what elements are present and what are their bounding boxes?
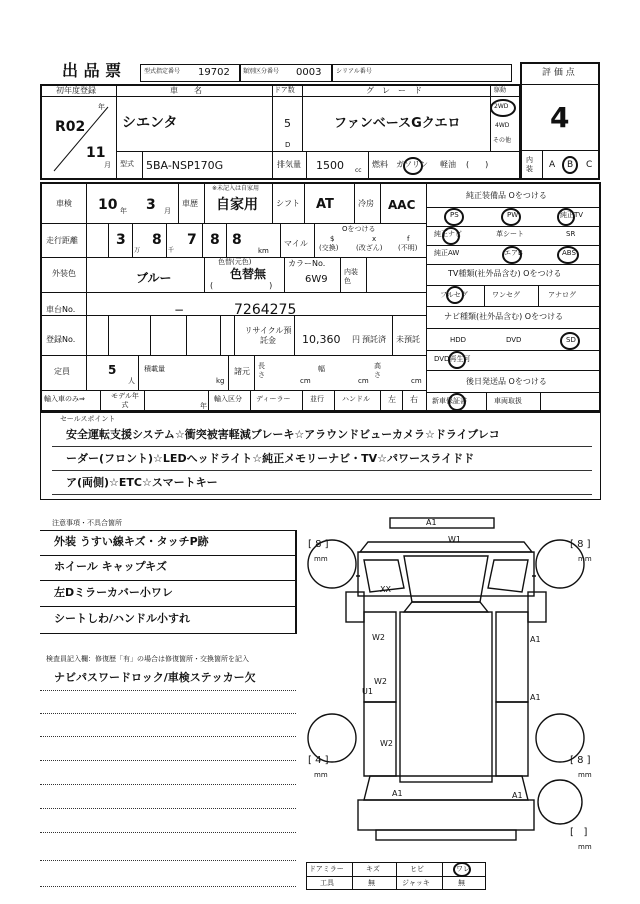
model-year-label: モデル年式 bbox=[111, 392, 139, 409]
tread-spare-unit: mm bbox=[578, 843, 592, 851]
tread-rear-right: [ 8 ] bbox=[570, 755, 591, 766]
fuel-label: 燃料 bbox=[372, 160, 388, 169]
mileage-unit: km bbox=[258, 247, 269, 255]
equip-airbag: エアB bbox=[504, 249, 523, 257]
later-manual: 車両取扱 bbox=[494, 397, 522, 405]
handle-left: 左 bbox=[388, 395, 396, 404]
displacement-unit: cc bbox=[355, 167, 362, 174]
tread-front-right-unit: mm bbox=[578, 555, 592, 563]
equip-tv: 純正TV bbox=[560, 211, 584, 219]
load-label: 積載量 bbox=[144, 365, 165, 373]
equip-pw-circle bbox=[501, 208, 521, 226]
sales-points-line-3: ア(両側)☆ETC☆スマートキー bbox=[66, 476, 218, 489]
chassis-label: 車台No. bbox=[46, 305, 76, 314]
length-unit: cm bbox=[300, 377, 311, 385]
tv-analog: アナログ bbox=[548, 291, 576, 299]
grade-value: ファンベースGクエロ bbox=[334, 116, 461, 131]
mark-left-rear-window: W2 bbox=[374, 677, 387, 686]
dvd-play-circle bbox=[448, 351, 466, 369]
mark-front-bumper: A1 bbox=[426, 518, 437, 527]
interior-color-label: 内装色 bbox=[344, 268, 358, 285]
navi-dvd: DVD bbox=[506, 336, 522, 344]
mark-exchange-symbol: $ bbox=[330, 235, 335, 243]
drive-2wd: 2WD bbox=[494, 103, 509, 110]
equip-ps: PS bbox=[450, 211, 459, 219]
first-reg-month: 11 bbox=[86, 145, 106, 161]
equip-ps-circle bbox=[444, 208, 464, 226]
tread-front-left: [ 8 ] bbox=[308, 539, 329, 550]
mark-right-rear: A1 bbox=[530, 693, 541, 702]
width-label: 幅 bbox=[318, 365, 325, 373]
height-label: 高さ bbox=[374, 362, 381, 379]
tv-type-title: TV種類(社外品含む) Oをつける bbox=[448, 269, 562, 278]
drive-2wd-circle bbox=[490, 99, 516, 117]
repaint-label: 色替(元色) bbox=[218, 258, 252, 266]
car-damage-diagram bbox=[300, 512, 600, 862]
doors-value: 5 bbox=[284, 117, 291, 130]
car-name-label: 車 名 bbox=[170, 86, 202, 95]
mileage-digit-5: 8 bbox=[232, 232, 242, 248]
load-unit: kg bbox=[216, 377, 225, 385]
equip-navi: 純正ナビ bbox=[434, 230, 462, 238]
notes-label: 注意事項・不具合箇所 bbox=[52, 519, 122, 527]
drive-other: その他 bbox=[493, 137, 512, 144]
grade-label: グ レ ー ド bbox=[366, 86, 422, 95]
footer-scratch: キズ bbox=[366, 865, 380, 873]
later-warranty: 新車保証書 bbox=[432, 397, 467, 405]
ac-label: 冷房 bbox=[358, 199, 374, 208]
footer-tools: 工具 bbox=[320, 879, 334, 887]
tread-front-right: [ 8 ] bbox=[570, 539, 591, 550]
tread-rear-left: [ 4 ] bbox=[308, 755, 329, 766]
footer-jack: ジャッキ bbox=[402, 879, 430, 887]
first-reg-month-unit: 月 bbox=[104, 161, 111, 169]
length-label: 長さ bbox=[258, 362, 265, 379]
height-unit: cm bbox=[411, 377, 422, 385]
shaken-month: 3 bbox=[146, 197, 156, 213]
mark-altered-symbol: x bbox=[372, 235, 377, 243]
history-note: ※未記入は自家用 bbox=[212, 185, 260, 192]
import-label: 輸入車のみ⇒ bbox=[44, 395, 85, 403]
equip-abs-circle bbox=[557, 246, 579, 264]
shaken-label: 車検 bbox=[56, 199, 72, 208]
ac-value: AAC bbox=[388, 198, 416, 212]
interior-b: B bbox=[567, 160, 574, 170]
import-parallel: 並行 bbox=[310, 395, 324, 403]
mark-altered: (改ざん) bbox=[356, 244, 383, 252]
footer-crack: ヒビ bbox=[410, 865, 424, 873]
fuel-gasoline-circle bbox=[403, 157, 423, 175]
recycle-label: リサイクル預託金 bbox=[244, 326, 292, 345]
navi-type-title: ナビ種類(社外品含む) Oをつける bbox=[444, 312, 564, 321]
model-cert-label: 型式指定番号 bbox=[144, 68, 181, 75]
mileage-digit-2: 8 bbox=[152, 232, 162, 248]
first-reg-year-unit: 年 bbox=[98, 103, 105, 111]
displacement-value: 1500 bbox=[316, 159, 344, 172]
mark-rear-left: A1 bbox=[392, 789, 403, 798]
fuel-other: ( ) bbox=[466, 160, 489, 169]
note-line-2: ホイール キャップキズ bbox=[54, 560, 167, 573]
history-label: 車歴 bbox=[182, 199, 198, 208]
tv-oneseg: ワンセグ bbox=[492, 291, 520, 299]
navi-sd: SD bbox=[566, 336, 576, 344]
recycle-unit: 円 bbox=[352, 335, 360, 344]
model-label: 型式 bbox=[120, 160, 134, 168]
navi-hdd: HDD bbox=[450, 336, 467, 344]
import-dealer: ディーラー bbox=[256, 395, 291, 403]
color-label: 外装色 bbox=[52, 269, 76, 278]
capacity-label: 定員 bbox=[54, 367, 70, 376]
reg-no-label: 登録No. bbox=[46, 335, 76, 344]
inspector-line-1: ナビパスワードロック/車検ステッカー欠 bbox=[54, 671, 256, 684]
interior-b-circle bbox=[562, 156, 578, 174]
mileage-digit-4: 8 bbox=[210, 232, 220, 248]
chassis-dash: − bbox=[174, 303, 185, 317]
mileage-digit-3: 7 bbox=[187, 232, 197, 248]
model-value: 5BA-NSP170G bbox=[146, 159, 224, 172]
history-value: 自家用 bbox=[216, 197, 258, 213]
mark-hood: XX bbox=[380, 585, 391, 594]
first-reg-label: 初年度登録 bbox=[56, 86, 96, 95]
fuel-diesel: 軽油 bbox=[440, 160, 456, 169]
mileage-man: 万 bbox=[134, 247, 141, 254]
repaint-value: 色替無 bbox=[230, 267, 267, 281]
mark-rear-window: W2 bbox=[380, 739, 393, 748]
mark-rear-right: A1 bbox=[512, 791, 523, 800]
dvd-play: DVD再生可 bbox=[434, 355, 471, 363]
mile-label: マイル bbox=[284, 239, 308, 248]
mileage-sen: 千 bbox=[168, 247, 175, 254]
mark-label: Oをつける bbox=[342, 225, 376, 233]
width-unit: cm bbox=[358, 377, 369, 385]
doors-label: ドア数 bbox=[274, 86, 295, 94]
sales-points-label: セールスポイント bbox=[60, 415, 116, 423]
tread-spare: [ ] bbox=[570, 827, 588, 838]
equip-tv-circle bbox=[557, 208, 575, 226]
footer-break: ワレ bbox=[456, 865, 470, 873]
import-type-label: 輸入区分 bbox=[214, 395, 242, 403]
equipment-title: 純正装備品 Oをつける bbox=[466, 191, 547, 200]
color-value: ブルー bbox=[136, 271, 172, 285]
footer-jack-value: 無 bbox=[458, 879, 465, 887]
mark-windshield: W1 bbox=[448, 535, 461, 544]
color-no-value: 6W9 bbox=[305, 274, 328, 285]
mark-unknown-symbol: f bbox=[407, 235, 410, 243]
equip-pw: PW bbox=[507, 211, 519, 219]
tread-rear-left-unit: mm bbox=[314, 771, 328, 779]
recycle-not-deposited: 未預託 bbox=[396, 335, 420, 344]
navi-sd-circle bbox=[560, 332, 580, 350]
tread-rear-right-unit: mm bbox=[578, 771, 592, 779]
evaluation-score: 4 bbox=[550, 101, 570, 134]
chassis-number: 7264275 bbox=[234, 302, 297, 318]
mark-right-front: A1 bbox=[530, 635, 541, 644]
note-line-1: 外装 うすい線キズ・タッチP跡 bbox=[54, 535, 209, 548]
handle-right: 右 bbox=[410, 395, 418, 404]
mark-left-front-window: W2 bbox=[372, 633, 385, 642]
color-no-label: カラーNo. bbox=[288, 259, 326, 268]
equip-aw: 純正AW bbox=[434, 249, 460, 257]
mileage-digit-1: 3 bbox=[116, 232, 126, 248]
shaken-month-unit: 月 bbox=[164, 207, 171, 215]
drive-4wd: 4WD bbox=[495, 122, 510, 129]
dims-label: 諸元 bbox=[234, 367, 250, 376]
tv-fullseg: フルセグ bbox=[440, 291, 468, 299]
interior-c: C bbox=[586, 160, 593, 170]
evaluation-label: 評 価 点 bbox=[542, 68, 575, 78]
model-year-unit: 年 bbox=[200, 402, 207, 410]
note-line-4: シートしわ/ハンドル小すれ bbox=[54, 612, 191, 625]
class-value: 0003 bbox=[296, 67, 322, 78]
shaken-year: 10 bbox=[98, 197, 118, 213]
capacity-unit: 人 bbox=[128, 377, 135, 385]
note-line-3: 左Dミラーカバー小ワレ bbox=[54, 586, 173, 599]
shaken-year-unit: 年 bbox=[120, 207, 127, 215]
model-cert-value: 19702 bbox=[198, 67, 230, 78]
equip-abs: ABS bbox=[562, 249, 576, 257]
sales-points-line-2: ーダー(フロント)☆LEDヘッドライト☆純正メモリーナビ・TV☆パワースライドド bbox=[66, 452, 475, 465]
shift-value: AT bbox=[316, 197, 334, 212]
capacity-value: 5 bbox=[108, 363, 117, 377]
mark-u1: U1 bbox=[362, 687, 373, 696]
tv-fullseg-circle bbox=[446, 286, 464, 304]
interior-label: 内装 bbox=[526, 156, 533, 173]
recycle-deposited: 預託済 bbox=[362, 335, 386, 344]
footer-tools-value: 無 bbox=[368, 879, 375, 887]
doors-suffix: D bbox=[285, 141, 291, 149]
equip-sr: SR bbox=[566, 230, 576, 238]
first-reg-year: R02 bbox=[55, 119, 86, 135]
serial-label: シリアル番号 bbox=[336, 68, 372, 75]
equip-navi-circle bbox=[442, 227, 460, 245]
mileage-label: 走行距離 bbox=[46, 236, 78, 245]
later-warranty-circle bbox=[448, 393, 466, 411]
car-name: シエンタ bbox=[122, 115, 178, 131]
tread-front-left-unit: mm bbox=[314, 555, 328, 563]
page-title: 出 品 票 bbox=[62, 61, 122, 80]
later-ship-title: 後日発送品 Oをつける bbox=[466, 377, 547, 386]
first-reg-slash bbox=[50, 105, 112, 175]
drive-label: 駆動 bbox=[494, 87, 507, 94]
shift-label: シフト bbox=[276, 199, 300, 208]
footer-break-circle bbox=[453, 862, 471, 877]
mark-unknown: (不明) bbox=[398, 244, 418, 252]
fuel-gasoline: ガソリン bbox=[396, 160, 428, 169]
sales-points-line-1: 安全運転支援システム☆衝突被害軽減ブレーキ☆アラウンドビューカメラ☆ドライブレコ bbox=[66, 428, 500, 441]
footer-door-mirror: ドアミラー bbox=[309, 865, 344, 873]
displacement-label: 排気量 bbox=[277, 160, 301, 169]
interior-a: A bbox=[549, 160, 556, 170]
equip-leather: 革シート bbox=[496, 230, 524, 238]
handle-label: ハンドル bbox=[342, 395, 370, 403]
recycle-value: 10,360 bbox=[302, 333, 341, 346]
repaint-paren: ( ) bbox=[210, 281, 273, 290]
equip-airbag-circle bbox=[502, 246, 522, 264]
mark-exchange: (交換) bbox=[319, 244, 339, 252]
inspector-label: 検査員記入欄：修復歴「有」の場合は修復箇所・交換箇所を記入 bbox=[46, 655, 249, 663]
class-label: 類別区分番号 bbox=[243, 68, 280, 75]
